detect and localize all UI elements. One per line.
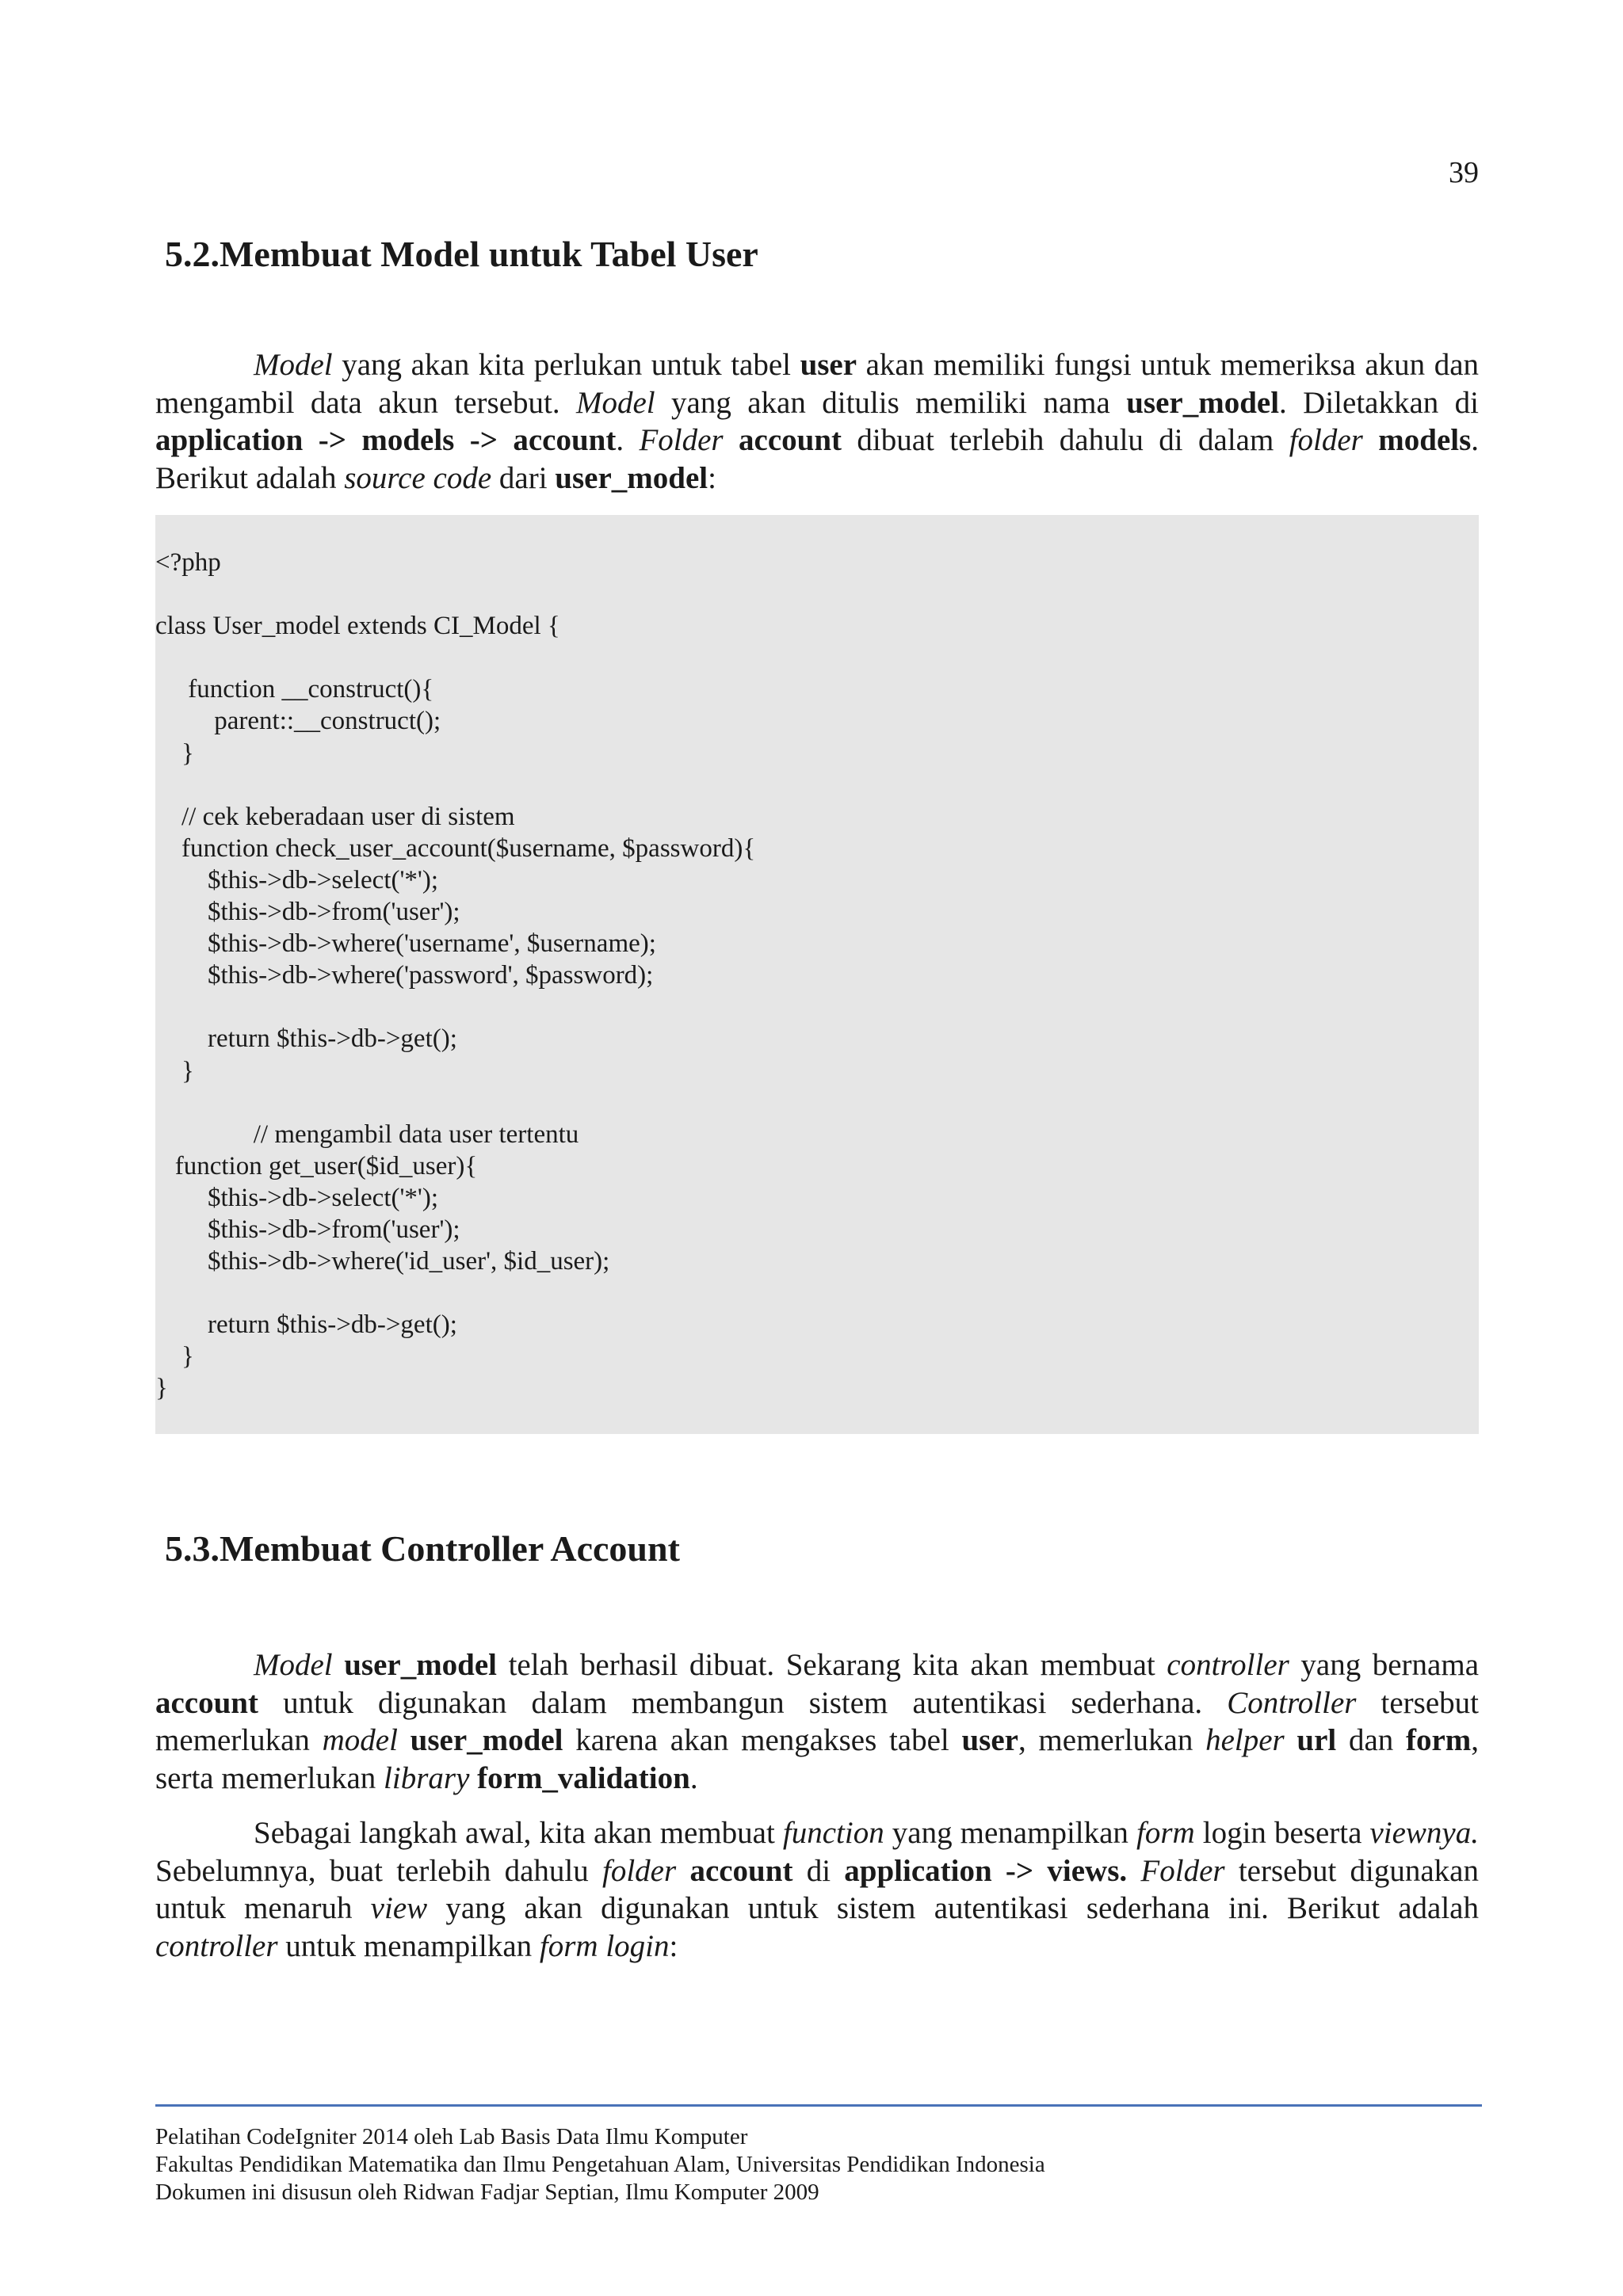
text-run: : [708, 460, 716, 495]
text-run: Model [254, 348, 333, 382]
text-run: function [782, 1816, 884, 1850]
text-run: yang akan digunakan untuk sistem autentikasi sederhana ini. Berikut adalah [427, 1891, 1479, 1925]
section-title-5-3: 5.3.Membuat Controller Account [165, 1528, 680, 1569]
text-run: yang akan ditulis memiliki nama [655, 385, 1127, 420]
text-run: controller [1167, 1648, 1289, 1682]
code-line: // cek keberadaan user di sistem [155, 802, 515, 831]
text-run: login beserta [1194, 1816, 1370, 1850]
code-line: } [155, 738, 194, 768]
paragraph-form-login [155, 1814, 1479, 1965]
text-run: di [792, 1853, 845, 1888]
text-run [333, 1648, 345, 1682]
text-run [398, 1723, 411, 1757]
section-title-5-2: 5.2.Membuat Model untuk Tabel User [165, 234, 758, 274]
text-run: user [800, 348, 857, 382]
code-line: return $this->db->get(); [155, 1024, 457, 1054]
text-run: Folder [1140, 1853, 1225, 1888]
text-run: tersebut digunakan untuk menaruh [155, 1853, 1479, 1925]
paragraph-intro-model [155, 346, 1479, 497]
page-number: 39 [1449, 156, 1479, 189]
text-run: untuk menampilkan [277, 1928, 540, 1963]
text-run: source code [344, 460, 492, 495]
footer-line: Dokumen ini disusun oleh Ridwan Fadjar Septian, Ilmu Komputer 2009 [155, 2180, 819, 2205]
code-line: $this->db->from('user'); [155, 1215, 460, 1244]
text-run [724, 423, 739, 457]
text-run: folder [1289, 423, 1363, 457]
code-line [155, 642, 1479, 673]
text-run: user_model [1126, 385, 1280, 420]
code-line [155, 1087, 1479, 1119]
text-run: Sebelumnya, buat terlebih dahulu [155, 1853, 602, 1888]
code-line: } [155, 1342, 194, 1371]
text-run: Controller [1227, 1685, 1357, 1720]
text-run: account [155, 1685, 258, 1720]
text-run: application -> models -> account [155, 423, 617, 457]
text-run: . [689, 1760, 698, 1795]
code-line: parent::__construct(); [155, 707, 441, 736]
text-run: user [961, 1723, 1018, 1757]
text-run [1363, 423, 1378, 457]
text-run [1127, 1854, 1140, 1888]
code-line: return $this->db->get(); [155, 1310, 457, 1340]
text-run: Model [254, 1648, 333, 1682]
text-run: models [1378, 423, 1472, 457]
text-run: karena akan mengakses tabel [563, 1723, 962, 1757]
footer-line: Fakultas Pendidikan Matematika dan Ilmu Pengetahuan Alam, Universitas Pendidikan Indonesia [155, 2152, 1045, 2177]
text-run: . Berikut adalah [155, 423, 1480, 495]
text-run: library [384, 1760, 470, 1795]
text-run: user_model [555, 460, 708, 495]
text-run: untuk digunakan dalam membangun sistem autentikasi sederhana. [258, 1685, 1228, 1720]
text-run: form_validation [477, 1760, 690, 1795]
text-run [1285, 1723, 1297, 1757]
code-line: function get_user($id_user){ [155, 1151, 478, 1180]
text-run: Folder [639, 423, 724, 457]
text-run: dan [1336, 1723, 1406, 1757]
code-line: function check_user_account($username, $password){ [155, 833, 756, 863]
footer-line: Pelatihan CodeIgniter 2014 oleh Lab Basis Data Ilmu Komputer [155, 2124, 748, 2149]
code-line: $this->db->where('username', $username); [155, 929, 656, 959]
code-block-user-model [155, 515, 1479, 1434]
code-line: $this->db->from('user'); [155, 898, 460, 927]
text-run: yang bernama [1289, 1648, 1480, 1682]
text-run: . Diletakkan di [1279, 385, 1479, 420]
text-run [676, 1854, 689, 1888]
text-run [469, 1761, 477, 1795]
text-run: yang akan kita perlukan untuk tabel [332, 348, 800, 382]
text-run: tersebut memerlukan [155, 1685, 1479, 1757]
code-line: $this->db->select('*'); [155, 865, 439, 894]
code-line: <?php [155, 548, 221, 577]
text-run: model [322, 1723, 398, 1757]
text-run: account [739, 423, 842, 457]
code-line [155, 991, 1479, 1023]
text-run: viewnya. [1369, 1816, 1479, 1850]
text-run: akan memiliki fungsi untuk memeriksa akun dan mengambil data akun tersebut. [155, 348, 1479, 420]
code-line: class User_model extends CI_Model { [155, 612, 560, 641]
text-run: user_model [410, 1723, 563, 1757]
text-run: Model [576, 385, 655, 420]
footer-divider [155, 2104, 1482, 2107]
text-run: dibuat terlebih dahulu di dalam [842, 423, 1289, 457]
code-line: // mengambil data user tertentu [155, 1119, 579, 1149]
text-run: view [370, 1891, 428, 1925]
text-run: , serta memerlukan [155, 1723, 1480, 1795]
text-run: dari [491, 460, 556, 495]
code-line [155, 1277, 1479, 1309]
text-run: controller [155, 1928, 278, 1963]
text-run: form [1406, 1723, 1472, 1757]
paragraph-controller-intro [155, 1646, 1479, 1797]
code-line: $this->db->select('*'); [155, 1183, 439, 1212]
text-run: : [669, 1928, 678, 1963]
text-run: . [616, 423, 640, 457]
code-line [155, 769, 1479, 801]
text-run: folder [602, 1853, 677, 1888]
text-run: form [1136, 1816, 1195, 1850]
code-line: } [155, 1056, 194, 1085]
text-run: account [689, 1853, 793, 1888]
code-line: $this->db->where('id_user', $id_user); [155, 1247, 610, 1276]
text-run: user_model [344, 1648, 498, 1682]
text-run: Sebagai langkah awal, kita akan membuat [254, 1816, 783, 1850]
code-line: } [155, 1374, 168, 1403]
text-run: telah berhasil dibuat. Sekarang kita akan membuat [497, 1648, 1167, 1682]
text-run: helper [1205, 1723, 1285, 1757]
code-line: function __construct(){ [155, 675, 434, 704]
text-run: , memerlukan [1018, 1723, 1206, 1757]
text-run: application -> views. [844, 1853, 1128, 1888]
code-line: $this->db->where('password', $password); [155, 961, 654, 990]
code-line [155, 578, 1479, 610]
text-run: url [1296, 1723, 1337, 1757]
text-run: yang menampilkan [884, 1816, 1136, 1850]
text-run: form login [539, 1928, 670, 1963]
page-footer [155, 2123, 1045, 2206]
